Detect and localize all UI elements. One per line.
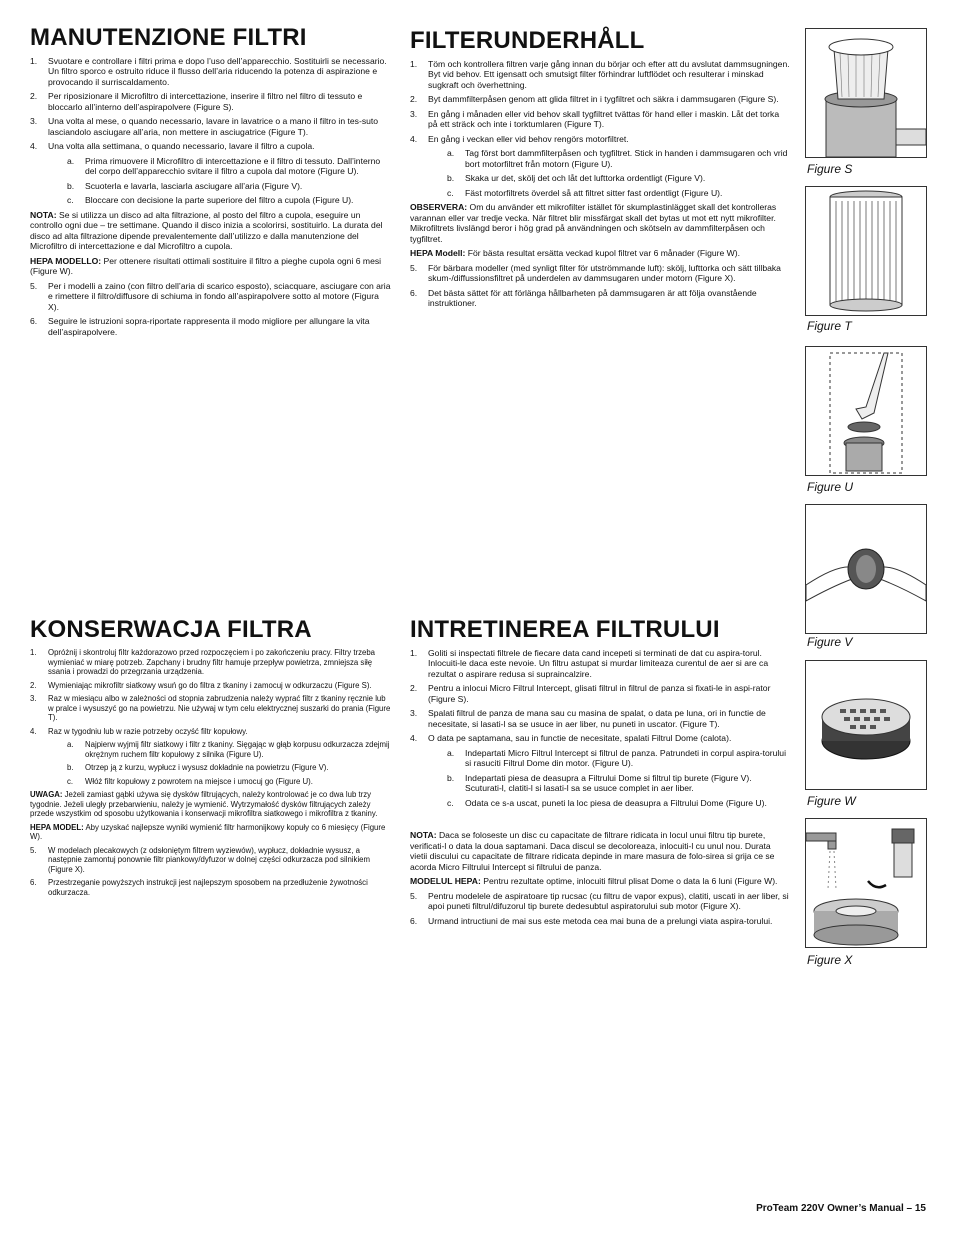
item-text: Byt dammfilterpåsen genom att glida filtret in i tygfiltret och säkra i dammsugaren (Figure S). — [428, 94, 779, 105]
note-paragraph: OBSERVERA: Om du använder ett mikrofilter istället för skumplastinlägget skall det kontrolleras varannan eller var tredje vecka. När filtret blir missfärgat skall det bytas ut mot ett nytt mikrofilter. Mikrofiltrets livslängd beror i hög grad på användningen och skötseln av dammfilterpåsen och tygfiltret. — [410, 202, 777, 244]
hepa-paragraph: HEPA MODEL: Aby uzyskać najlepsze wyniki wymienić filtr harmonijkowy kopuły co 6 miesięcy (Figure W). — [30, 822, 386, 841]
item-number: 5. — [410, 262, 418, 273]
item-text: O data pe saptamana, sau in functie de necesitate, spalati Filtrul Dome (calota). — [428, 733, 732, 744]
figure-w-image — [805, 660, 927, 790]
list-item — [30, 281, 392, 312]
list-item — [410, 263, 790, 284]
list-item — [410, 916, 790, 926]
list-item — [30, 116, 392, 137]
sub-list-item — [447, 148, 790, 169]
hepa-paragraph: HEPA MODELLO: Per ottenere risultati ottimali sostituire il filtro a pieghe cupola ogni 6 mesi (Figure W). — [30, 255, 382, 277]
item-text: W modelach plecakowych (z odsłoniętym filtrem wyziewów), wypłucz, dokładnie wysusz, a następnie zamontuj ponownie filtr piankowy/dyfuzor w dolnej części odkurzacza pod silnikiem (Figure X). — [48, 845, 371, 874]
figure-t-image — [805, 186, 927, 316]
item-number: c. — [447, 797, 454, 808]
list-item — [410, 733, 790, 743]
item-text: Raz w miesiącu albo w zależności od stopnia zabrudzenia należy wyprać filtr z tkaniny ręcznie lub w pralce i wysuszyć go na powietrzu. Nie używaj w tym celu elektrycznej suszarki do prania (Figure T). — [48, 694, 391, 722]
sub-list-item — [67, 181, 392, 191]
item-number: b. — [67, 763, 74, 772]
item-number: b. — [447, 772, 455, 783]
item-number: 4. — [410, 733, 418, 744]
item-number: b. — [447, 173, 455, 184]
figure-t-caption: Figure T — [807, 319, 852, 333]
item-number: 4. — [30, 726, 37, 736]
item-number: 5. — [30, 845, 37, 855]
sub-list-item — [447, 173, 790, 183]
item-number: 2. — [30, 680, 37, 690]
item-text: Otrzep ją z kurzu, wypłucz i wysusz dokładnie na powietrzu (Figure V). — [85, 763, 329, 772]
figure-u-caption: Figure U — [807, 480, 854, 494]
item-number: 5. — [30, 280, 38, 291]
item-text: Pentru modelele de aspiratoare tip rucsac (cu filtru de vapor expus), clatiti, uscati in aer liber, si apoi puneti filtrul/difuzorul tip burete dedesubtul aspiratorului sub motor (Figure X). — [428, 890, 789, 912]
item-number: 2. — [410, 94, 418, 105]
item-text: Indepartati Micro Filtrul Intercept si filtrul de panza. Patrundeti in corpul aspira-torului si rasuciti Filtrul Dome din motor. (Figure U). — [465, 747, 786, 769]
item-number: 4. — [410, 133, 418, 144]
sub-list-item — [67, 195, 392, 205]
sub-list-item — [67, 740, 392, 759]
item-number: a. — [67, 740, 74, 749]
list-item — [30, 694, 392, 723]
item-number: 3. — [410, 108, 418, 119]
sub-list-item — [447, 188, 790, 198]
item-text: Goliti si inspectati filtrele de fiecare data cand incepeti si terminati de dat cu aspira-torul. Inlocuiti-le daca este nevoie. Un filtru astupat si murdar limiteaza curentul de aer si are ca rezultat o aspirare redusa si supraincalzire. — [428, 648, 769, 679]
item-text: Skaka ur det, skölj det och låt det lufttorka ordentligt (Figure V). — [465, 173, 706, 184]
item-text: Przestrzeganie powyższych instrukcji jest najlepszym sposobem na przedłużenie żywotności odkurzacza. — [48, 878, 368, 897]
section-romanian — [410, 618, 790, 930]
item-number: 6. — [410, 915, 418, 926]
list-item — [30, 141, 392, 151]
item-number: 1. — [30, 648, 37, 657]
sub-list-item — [67, 763, 392, 773]
item-number: a. — [447, 747, 455, 758]
sub-list-item — [67, 156, 392, 177]
hepa-paragraph: HEPA Modell: För bästa resultat ersätta veckad kupol filtret var 6 månader (Figure W). — [410, 248, 741, 259]
item-number: 5. — [410, 890, 418, 901]
item-text: Spalati filtrul de panza de mana sau cu masina de spalat, o data pe luna, ori in functie de necesitate, si lasati-l sa se usuce in aer liber, nu puneti in uscator. (Figure T). — [428, 708, 766, 729]
item-text: Per i modelli a zaino (con filtro dell’aria di scarico esposto), sciacquare, asciugare con aria e rimettere il filtro/diffusore di schiuma in fondo all’aspirapolvere sotto al motore (Figura X). — [48, 280, 391, 312]
item-number: c. — [67, 195, 74, 206]
figure-w-caption: Figure W — [807, 794, 856, 808]
item-number: 6. — [410, 287, 418, 298]
sub-list-item — [67, 777, 392, 787]
sub-list-item — [447, 748, 790, 769]
list-item — [410, 59, 790, 90]
figure-x-caption: Figure X — [807, 953, 853, 967]
list-item — [30, 316, 392, 337]
list-item — [30, 878, 392, 897]
list-item — [410, 708, 790, 729]
item-text: För bärbara modeller (med synligt filter för utströmmande luft): skölj, lufttorka och sätt tillbaka skum-/diffussionsfiltret på underdelen av dammsugaren under motorn (Figure X). — [428, 262, 781, 284]
figure-v-image — [805, 504, 927, 634]
list-item — [30, 727, 392, 737]
item-text: Opróżnij i skontroluj filtr każdorazowo przed rozpoczęciem i po zakończeniu pracy. Filtry trzeba wymieniać w miarę potrzeb. Zapchany i brudny filtr hamuje przepływ powietrza, zmniejsza siłę ssania i prowadzi do przegrzania urządzenia. — [48, 648, 376, 676]
item-text: Pentru a inlocui Micro Filtrul Intercept, glisati filtrul in filtrul de panza si fixati-le in aspi-rator (Figure S). — [428, 683, 771, 704]
item-number: 2. — [410, 683, 418, 694]
list-item — [410, 109, 790, 130]
item-number: 2. — [30, 91, 38, 102]
item-number: b. — [67, 180, 75, 191]
item-text: Indepartati piesa de deasupra a Filtrului Dome si filtrul tip burete (Figure V). Scuturati-l, clatiti-l si lasati-l sa se usuce complet in aer liber. — [465, 772, 752, 794]
item-number: 6. — [30, 316, 38, 327]
figure-s-image — [805, 28, 927, 158]
list-item — [410, 288, 790, 309]
figure-s-caption: Figure S — [807, 162, 853, 176]
item-text: Prima rimuovere il Microfiltro di intercettazione e il filtro di tessuto. Dall’interno del corpo dell’apparecchio svitare il filtro a cupola dal motore (Figure U). — [85, 155, 381, 177]
item-text: Svuotare e controllare i filtri prima e dopo l’uso dell’apparecchio. Sostituirli se necessario. Un filtro sporco e ostruito riduce il flusso dell’aria riducendo la potenza di aspirazione e provocando il surriscaldamento. — [48, 56, 387, 87]
item-text: En gång i veckan eller vid behov rengörs motorfiltret. — [428, 133, 629, 144]
item-number: 3. — [30, 116, 38, 127]
list-item — [30, 91, 392, 112]
item-number: a. — [67, 155, 75, 166]
section-title: MANUTENZIONE FILTRI — [30, 24, 307, 51]
sub-list-item — [447, 798, 790, 808]
item-number: c. — [67, 776, 74, 786]
item-number: 1. — [30, 56, 38, 66]
section-title: FILTERUNDERHÅLL — [410, 27, 645, 54]
note-paragraph: UWAGA: Jeżeli zamiast gąbki używa się dysków filtrujących, należy kontrolować je co dwa lub trzy tygodnie. Jeżeli uległy przebarwieniu, należy je wymienić. Wytrzymałość dysków filtrujących zależy przede wszystkim od sposobu użytkowania i konserwacji mikrofiltra siatkowego i mikrofiltra z tkaniny. — [30, 790, 378, 818]
item-number: c. — [447, 187, 454, 198]
item-number: 3. — [30, 694, 37, 703]
section-polish — [30, 618, 392, 901]
item-number: 1. — [410, 648, 418, 658]
list-item — [30, 648, 392, 677]
section-title: KONSERWACJA FILTRA — [30, 616, 312, 643]
item-text: Seguire le istruzioni sopra-riportate rappresenta il modo migliore per allungare la vita dell’aspirapolvere. — [48, 316, 370, 337]
note-paragraph: NOTA: Daca se foloseste un disc cu capacitate de filtrare ridicata in locul unui filtru tip burete, verificati-l o data la doua saptamani. Daca discul se decoloreaza, inlocuiti-l cu unul nou. Durata vietii discului cu capacitate de filtrare ridicata depinde in mare masura de folo-sirea si grija ce se acorda Micro Filtrului Intercept si filtrului de panza. — [410, 830, 775, 872]
item-text: Odata ce s-a uscat, puneti la loc piesa de deasupra a Filtrului Dome (Figure U). — [465, 797, 767, 808]
list-item — [410, 891, 790, 912]
sub-list-item — [447, 773, 790, 794]
note-paragraph: NOTA: Se si utilizza un disco ad alta filtrazione, al posto del filtro a cupola, eseguire un controllo ogni due – tre settimane. Quando il disco inizia a scolorirsi, sostituirlo. La durata del disco ad alta filtrazione dipende prevalentemente dall’utilizzo e dalla manutenzione del Microfiltro di intercettazione e dal Microfiltro a cupola. — [30, 209, 383, 252]
item-number: 1. — [410, 59, 418, 69]
hepa-paragraph: MODELUL HEPA: Pentru rezultate optime, inlocuiti filtrul plisat Dome o data la 6 luni (Figure W). — [410, 876, 778, 887]
item-number: 6. — [30, 878, 37, 887]
item-number: 3. — [410, 708, 418, 719]
item-text: Raz w tygodniu lub w razie potrzeby oczyść filtr kopułowy. — [48, 726, 248, 736]
item-text: Scuoterla e lavarla, lasciarla asciugare all’aria (Figure V). — [85, 180, 303, 191]
item-number: 4. — [30, 141, 38, 152]
item-text: Una volta al mese, o quando necessario, lavare in lavatrice o a mano il filtro in tes-suto lasciandolo asciugare all’aria, non mettere in asciugatrice (Figure T). — [48, 116, 379, 137]
list-item — [410, 94, 790, 104]
item-text: Una volta alla settimana, o quando necessario, lavare il filtro a cupola. — [48, 141, 315, 152]
list-item — [30, 56, 392, 87]
item-text: Fäst motorfiltrets överdel så att filtret sitter fast ordentligt (Figure U). — [465, 187, 723, 198]
item-number: a. — [447, 148, 455, 159]
item-text: Töm och kontrollera filtren varje gång innan du börjar och efter att du avslutat dammsugningen. Byt vid behov. Ett igensatt och smutsigt filter förhindrar luftflödet och resulterar i minskad sugkraft och överhettning. — [428, 59, 790, 90]
item-text: Bloccare con decisione la parte superiore del filtro a cupola (Figure U). — [85, 195, 354, 206]
list-item — [30, 681, 392, 691]
figure-u-image — [805, 346, 927, 476]
list-item — [410, 134, 790, 144]
item-text: Włóż filtr kopułowy z powrotem na miejsce i umocuj go (Figure U). — [85, 776, 313, 786]
list-item — [410, 683, 790, 704]
item-text: Wymieniając mikrofiltr siatkowy wsuń go do filtra z tkaniny i zamocuj w odkurzaczu (Figure S). — [48, 680, 372, 690]
page-footer: ProTeam 220V Owner’s Manual – 15 — [756, 1203, 926, 1214]
list-item — [410, 648, 790, 679]
item-text: Tag först bort dammfilterpåsen och tygfiltret. Stick in handen i dammsugaren och vrid bort motorfiltret från motorn (Figure U). — [465, 148, 788, 169]
figure-x-image — [805, 818, 927, 948]
section-title: INTRETINEREA FILTRULUI — [410, 616, 720, 643]
list-item — [30, 846, 392, 875]
item-text: Urmand intructiuni de mai sus este metoda cea mai buna de a prelungi viata aspira-torului. — [428, 915, 773, 926]
item-text: En gång i månaden eller vid behov skall tygfiltret tvättas för hand eller i maskin. Låt det torka på ett sträck och inte i torktumlaren (Figure T). — [428, 108, 780, 130]
section-swedish — [410, 29, 790, 313]
figure-v-caption: Figure V — [807, 635, 853, 649]
item-text: Per riposizionare il Microfiltro di intercettazione, inserire il filtro nel filtro di tessuto e bloccarlo all’interno dell’aspirapolvere (Figure S). — [48, 91, 363, 112]
item-text: Det bästa sättet för att förlänga hållbarheten på dammsugaren är att följa ovanstående instruktioner. — [428, 287, 757, 309]
section-italian — [30, 26, 392, 341]
item-text: Najpierw wyjmij filtr siatkowy i filtr z tkaniny. Sięgając w głąb korpusu odkurzacza zdejmij okrężnym ruchem filtr kopułowy z silnika (Figure U). — [85, 740, 390, 759]
